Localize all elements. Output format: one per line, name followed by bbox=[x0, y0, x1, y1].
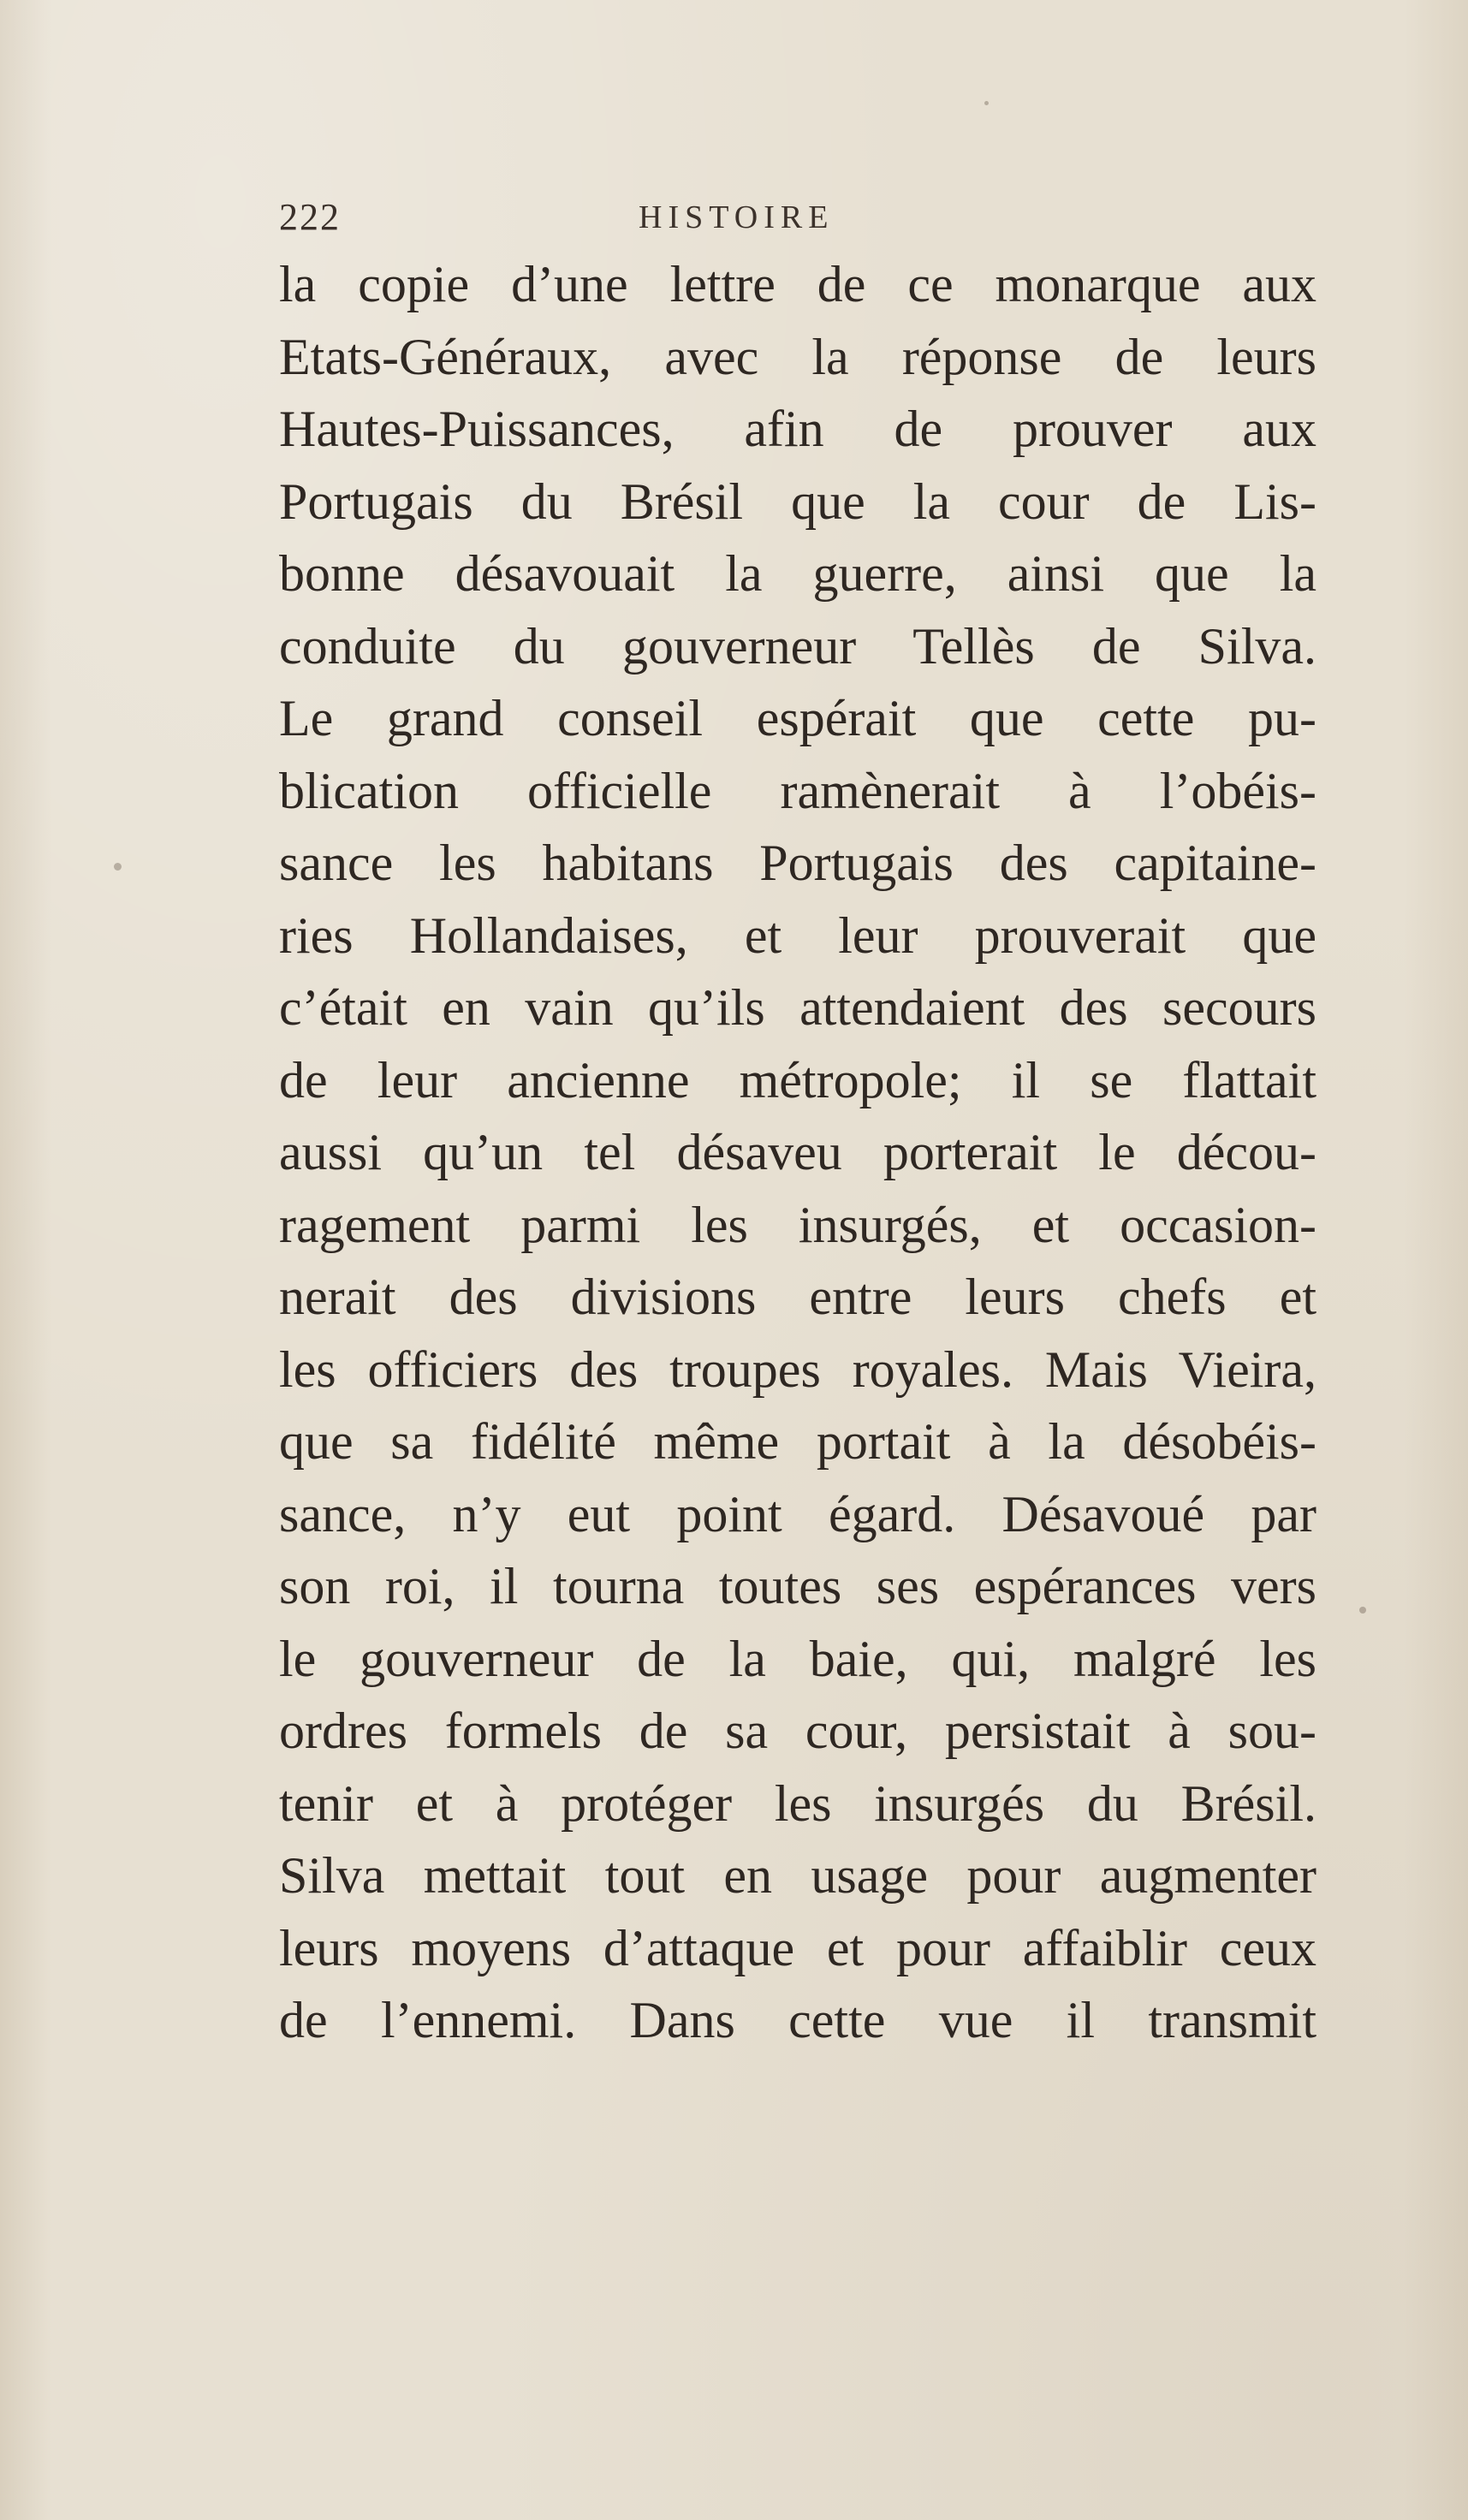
text-line: les officiers des troupes royales. Mais Vieira, bbox=[279, 1340, 1316, 1398]
body-text bbox=[279, 248, 1316, 2057]
text-line: ries Hollandaises, et leur prouverait que bbox=[279, 906, 1316, 964]
text-line: que sa fidélité même portait à la désobéis- bbox=[279, 1413, 1316, 1470]
text-line: blication officielle ramènerait à l’obéis- bbox=[279, 762, 1316, 819]
ink-speck bbox=[1359, 1607, 1366, 1614]
text-line: Silva mettait tout en usage pour augmenter bbox=[279, 1847, 1316, 1904]
running-title: HISTOIRE bbox=[639, 199, 835, 235]
text-line: ordres formels de sa cour, persistait à sou- bbox=[279, 1703, 1316, 1759]
text-line: ragement parmi les insurgés, et occasion- bbox=[279, 1196, 1316, 1253]
text-line: nerait des divisions entre leurs chefs et bbox=[279, 1269, 1316, 1325]
ink-speck bbox=[984, 101, 989, 105]
text-line: bonne désavouait la guerre, ainsi que la bbox=[279, 545, 1316, 602]
text-line: Hautes-Puissances, afin de prouver aux bbox=[279, 401, 1316, 457]
text-line: son roi, il tourna toutes ses espérances vers bbox=[279, 1558, 1316, 1614]
text-line: Le grand conseil espérait que cette pu- bbox=[279, 690, 1316, 746]
text-line: c’était en vain qu’ils attendaient des secours bbox=[279, 979, 1316, 1036]
text-line: tenir et à protéger les insurgés du Brésil. bbox=[279, 1774, 1316, 1832]
text-line: conduite du gouverneur Tellès de Silva. bbox=[279, 617, 1316, 675]
text-line: Etats-Généraux, avec la réponse de leurs bbox=[279, 328, 1316, 385]
text-line: de l’ennemi. Dans cette vue il transmit bbox=[279, 1992, 1316, 2048]
text-line: de leur ancienne métropole; il se flattait bbox=[279, 1051, 1316, 1108]
running-head bbox=[279, 195, 1316, 247]
ink-speck bbox=[114, 863, 122, 871]
text-line: Portugais du Brésil que la cour de Lis- bbox=[279, 472, 1316, 530]
text-line: sance les habitans Portugais des capitaine- bbox=[279, 835, 1316, 891]
text-line: la copie d’une lettre de ce monarque aux bbox=[279, 256, 1316, 312]
text-line: sance, n’y eut point égard. Désavoué par bbox=[279, 1485, 1316, 1542]
text-line: aussi qu’un tel désaveu porterait le décou- bbox=[279, 1124, 1316, 1180]
page-number: 222 bbox=[279, 196, 341, 238]
text-line: leurs moyens d’attaque et pour affaiblir ceux bbox=[279, 1919, 1316, 1976]
text-line: le gouverneur de la baie, qui, malgré les bbox=[279, 1630, 1316, 1687]
